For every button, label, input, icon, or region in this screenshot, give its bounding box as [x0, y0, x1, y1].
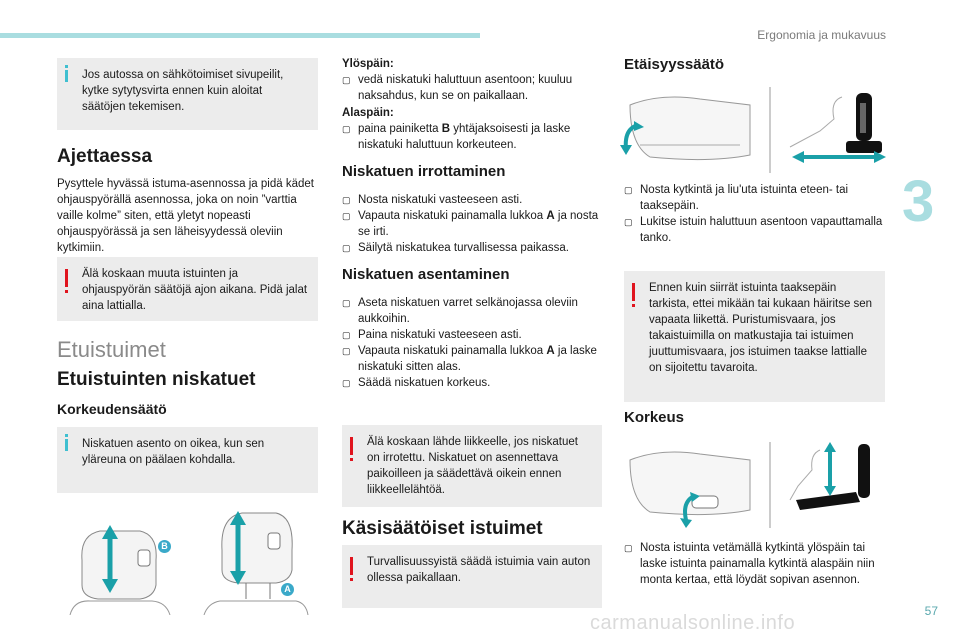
list-item: ▢ paina painiketta B yhtäjaksoisesti ja laske niskatuki haluttuun korkeuteen.	[342, 121, 604, 153]
warning-text: Ennen kuin siirrät istuinta taaksepäin tarkista, ettei mikään tai kukaan häiritse sen vapaata liikettä. Puristumisvaara, jos takaistuimilla on matkustajia tai istuimen juuttumisvaara, jos istuimen taakse lattialle on sijoitettu tavaroita.	[649, 282, 873, 374]
info-text: Niskatuen asento on oikea, kun sen yläreuna on päälaen kohdalla.	[82, 438, 265, 466]
warning-icon	[350, 437, 353, 455]
list-korkeus	[624, 540, 886, 588]
list-etaisyys	[624, 182, 886, 246]
warning-box-manual-seats	[342, 545, 602, 608]
list-item: ▢ Nosta istuinta vetämällä kytkintä ylöspäin tai laske istuinta painamalla kytkintä alaspäin niin monta kertaa, että löydät sopivan asennon.	[624, 540, 886, 588]
warning-text: Älä koskaan lähde liikkeelle, jos niskatuet on irrotettu. Niskatuet on asennettava paikoilleen ja säädettävä oikein ennen liikkeellelähtöä.	[367, 436, 578, 496]
warning-text: Älä koskaan muuta istuinten ja ohjauspyörän säätöjä ajon aikana. Pidä jalat aina lattialla.	[82, 268, 308, 312]
seat-distance-illustration	[620, 85, 888, 175]
warning-icon	[350, 557, 353, 575]
list-alaspain	[342, 121, 604, 153]
warning-box-headrest	[342, 425, 602, 507]
list-item: ▢ Paina niskatuki vasteeseen asti.	[342, 327, 604, 343]
info-text: Jos autossa on sähkötoimiset sivupeilit, kytke sytytysvirta ennen kuin aloitat säätöjen tekemisen.	[82, 69, 284, 113]
heading-etaisyyssaato: Etäisyyssäätö	[624, 56, 725, 73]
label-a: A	[281, 583, 294, 596]
info-box-mirrors	[57, 58, 318, 130]
top-accent-bar	[0, 33, 480, 38]
label-alaspain: Alaspäin:	[342, 107, 394, 119]
heading-asentaminen: Niskatuen asentaminen	[342, 266, 510, 283]
label-b: B	[158, 540, 171, 553]
paragraph-ajettaessa: Pysyttele hyvässä istuma-asennossa ja pidä kädet ohjauspyörällä asennossa, joka on noin ”varttia vaille kolme” siten, että yletyt nopeasti ohjauspyörässä ja sen läheisyydessä oleviin kytkimiin.	[57, 178, 314, 254]
list-item: ▢ Lukitse istuin haluttuun asentoon vapauttamalla tanko.	[624, 214, 886, 246]
headrest-illustration-a	[200, 505, 310, 615]
heading-korkeus: Korkeus	[624, 409, 685, 426]
info-box-headrest	[57, 427, 318, 493]
list-ylospain	[342, 72, 604, 104]
info-icon	[65, 439, 68, 451]
list-asentaminen	[342, 295, 604, 391]
headrest-illustration-b	[60, 505, 180, 615]
list-item: ▢ Nosta niskatuki vasteeseen asti.	[342, 192, 604, 208]
chapter-number: 3	[902, 169, 935, 234]
heading-irrottaminen: Niskatuen irrottaminen	[342, 163, 506, 180]
warning-text: Turvallisuussyistä säädä istuimia vain auton ollessa paikallaan.	[367, 556, 591, 584]
info-icon	[65, 70, 68, 82]
heading-korkeudensaato: Korkeudensäätö	[57, 401, 167, 417]
list-item: ▢ Säädä niskatuen korkeus.	[342, 375, 604, 391]
warning-box-driving	[57, 257, 318, 321]
label-ylospain: Ylöspäin:	[342, 58, 394, 70]
heading-kasisaato: Käsisäätöiset istuimet	[342, 518, 543, 539]
list-item: ▢ Aseta niskatuen varret selkänojassa oleviin aukkoihin.	[342, 295, 604, 327]
heading-etuistuimet: Etuistuimet	[57, 337, 166, 362]
section-title: Ergonomia ja mukavuus	[757, 28, 886, 42]
list-irrottaminen	[342, 192, 604, 256]
heading-niskatuet: Etuistuinten niskatuet	[57, 369, 256, 390]
list-item: ▢ Vapauta niskatuki painamalla lukkoa A ja laske niskatuki sitten alas.	[342, 343, 604, 375]
warning-box-seat-distance	[624, 271, 885, 402]
warning-icon	[65, 269, 68, 287]
page-number: 57	[924, 604, 938, 618]
list-item: ▢ Säilytä niskatukea turvallisessa paikassa.	[342, 240, 604, 256]
warning-icon	[632, 283, 635, 301]
list-item: ▢ Vapauta niskatuki painamalla lukkoa A ja nosta se irti.	[342, 208, 604, 240]
list-item: ▢ Nosta kytkintä ja liu'uta istuinta eteen- tai taaksepäin.	[624, 182, 886, 214]
heading-ajettaessa: Ajettaessa	[57, 146, 153, 167]
seat-height-illustration	[620, 440, 888, 530]
list-item: ▢ vedä niskatuki haluttuun asentoon; kuuluu naksahdus, kun se on paikallaan.	[342, 72, 604, 104]
watermark: carmanualsonline.info	[590, 612, 796, 634]
